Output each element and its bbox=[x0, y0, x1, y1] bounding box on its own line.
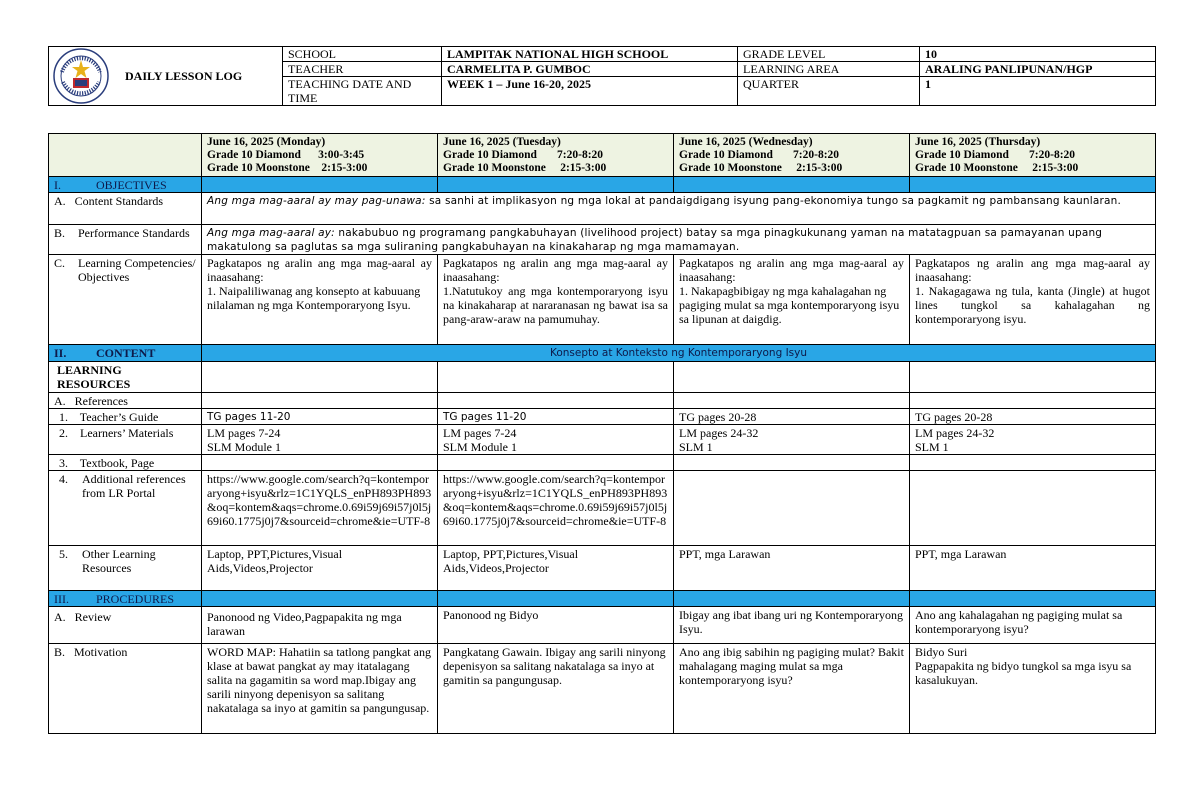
grade-value: 10 bbox=[920, 47, 1156, 62]
motivation-cell: WORD MAP: Hahatiin sa tatlong pangkat ang klase at bawat pangkat ay may itatalagang salita na gagamitin sa word map.Ibigay ang sarili ninyong depenisyon sa salitang nakatalaga sa inyo at gamitin sa pangungusap. bbox=[202, 644, 438, 734]
competency-cell: Pagkatapos ng aralin ang mga mag-aaral ay inaasahang: 1.Natutukoy ang mga kontemporaryong isyu na kinakaharap at nararanasan ng bawat isa sa pang-araw-araw na pamumuhay. bbox=[438, 255, 674, 345]
lesson-table bbox=[48, 133, 1156, 734]
additional-reference-cell bbox=[674, 471, 910, 546]
competencies-label: C. Learning Competencies/ Objectives bbox=[49, 255, 202, 345]
teachers-guide-label: 1. Teacher’s Guide bbox=[49, 409, 202, 425]
content-section-header: II. CONTENT bbox=[49, 345, 202, 362]
review-cell: Ano ang kahalagahan ng pagiging mulat sa kontemporaryong isyu? bbox=[910, 607, 1156, 644]
teacher-label: TEACHER bbox=[283, 62, 442, 77]
motivation-cell: Bidyo Suri Pagpapakita ng bidyo tungkol sa mga isyu sa kasalukuyan. bbox=[910, 644, 1156, 734]
tg-cell: TG pages 11-20 bbox=[438, 409, 674, 425]
additional-reference-cell bbox=[910, 471, 1156, 546]
objectives-section-header: I. OBJECTIVES bbox=[49, 177, 202, 193]
references-label: A. References bbox=[49, 393, 202, 409]
performance-standards-text: Ang mga mag-aaral ay: nakabubuo ng programang pangkabuhayan (livelihood project) batay sa mga pinagkukunang yaman na matatagpuan sa pamayanan upang makatulong sa paglutas sa mga suliraning pangkabuhayan na kinakaharap ng mga mamamayan. bbox=[202, 225, 1156, 255]
lm-cell: LM pages 7-24 SLM Module 1 bbox=[438, 425, 674, 455]
area-label: LEARNING AREA bbox=[738, 62, 920, 77]
school-label: SCHOOL bbox=[283, 47, 442, 62]
review-label: A. Review bbox=[49, 607, 202, 644]
date-label: TEACHING DATE AND TIME bbox=[283, 77, 442, 106]
procedures-section-header: III. PROCEDURES bbox=[49, 591, 202, 607]
date-value: WEEK 1 – June 16-20, 2025 bbox=[442, 77, 738, 106]
motivation-label: B. Motivation bbox=[49, 644, 202, 734]
teacher-value: CARMELITA P. GUMBOC bbox=[442, 62, 738, 77]
quarter-value: 1 bbox=[920, 77, 1156, 106]
document-title: DAILY LESSON LOG bbox=[125, 69, 243, 83]
content-standards-label: A. Content Standards bbox=[49, 193, 202, 225]
review-cell: Panonood ng Bidyo bbox=[438, 607, 674, 644]
competency-cell: Pagkatapos ng aralin ang mga mag-aaral ay inaasahang: 1. Nakapagbibigay ng mga kahalagahan ng pagiging mulat sa mga kontemporaryong isyu sa lipunan at daigdig. bbox=[674, 255, 910, 345]
school-value: LAMPITAK NATIONAL HIGH SCHOOL bbox=[442, 47, 738, 62]
other-resources-cell: Laptop, PPT,Pictures,Visual Aids,Videos,Projector bbox=[202, 546, 438, 591]
grade-label: GRADE LEVEL bbox=[738, 47, 920, 62]
header-table bbox=[48, 46, 1156, 106]
competency-cell: Pagkatapos ng aralin ang mga mag-aaral ay inaasahang: 1. Nakagagawa ng tula, kanta (Jingle) at hugot lines tungkol sa kahalagahan ng kontemporaryong isyu. bbox=[910, 255, 1156, 345]
lm-cell: LM pages 24-32 SLM 1 bbox=[910, 425, 1156, 455]
deped-seal-icon bbox=[53, 48, 109, 104]
other-resources-label: 5. Other Learning Resources bbox=[49, 546, 202, 591]
tg-cell: TG pages 11-20 bbox=[202, 409, 438, 425]
other-resources-cell: PPT, mga Larawan bbox=[674, 546, 910, 591]
motivation-cell: Ano ang ibig sabihin ng pagiging mulat? Bakit mahalagang maging mulat sa mga kontemporaryong isyu? bbox=[674, 644, 910, 734]
area-value: ARALING PANLIPUNAN/HGP bbox=[920, 62, 1156, 77]
lm-cell: LM pages 7-24 SLM Module 1 bbox=[202, 425, 438, 455]
additional-references-label: 4. Additional references from LR Portal bbox=[49, 471, 202, 546]
learning-resources-title: LEARNING RESOURCES bbox=[49, 362, 202, 393]
additional-reference-link[interactable]: https://www.google.com/search?q=kontemporaryong+isyu&rlz=1C1YQLS_enPH893PH893&oq=kontem&aqs=chrome.0.69i59j69i57j0l5j69i60.1775j0j7&sourceid=chrome&ie=UTF-8 bbox=[438, 471, 674, 546]
learners-materials-label: 2. Learners’ Materials bbox=[49, 425, 202, 455]
corner-cell bbox=[49, 134, 202, 177]
additional-reference-link[interactable]: https://www.google.com/search?q=kontemporaryong+isyu&rlz=1C1YQLS_enPH893PH893&oq=kontem&aqs=chrome.0.69i59j69i57j0l5j69i60.1775j0j7&sourceid=chrome&ie=UTF-8 bbox=[202, 471, 438, 546]
content-topic: Konsepto at Konteksto ng Kontemporaryong Isyu bbox=[202, 345, 1156, 362]
day-header: June 16, 2025 (Thursday) Grade 10 Diamond 7:20-8:20 Grade 10 Moonstone 2:15-3:00 bbox=[910, 134, 1156, 177]
competency-cell: Pagkatapos ng aralin ang mga mag-aaral ay inaasahang: 1. Naipaliliwanag ang konsepto at kabuuang nilalaman ng mga Kontemporaryong Isyu. bbox=[202, 255, 438, 345]
motivation-cell: Pangkatang Gawain. Ibigay ang sarili ninyong depenisyon sa salitang nakatalaga sa inyo at gamitin sa pangungusap. bbox=[438, 644, 674, 734]
lm-cell: LM pages 24-32 SLM 1 bbox=[674, 425, 910, 455]
quarter-label: QUARTER bbox=[738, 77, 920, 106]
tg-cell: TG pages 20-28 bbox=[910, 409, 1156, 425]
logo-cell bbox=[49, 47, 283, 106]
tg-cell: TG pages 20-28 bbox=[674, 409, 910, 425]
other-resources-cell: PPT, mga Larawan bbox=[910, 546, 1156, 591]
day-header: June 16, 2025 (Tuesday) Grade 10 Diamond 7:20-8:20 Grade 10 Moonstone 2:15-3:00 bbox=[438, 134, 674, 177]
review-cell: Panonood ng Video,Pagpapakita ng mga larawan bbox=[202, 607, 438, 644]
performance-standards-label: B. Performance Standards bbox=[49, 225, 202, 255]
other-resources-cell: Laptop, PPT,Pictures,Visual Aids,Videos,Projector bbox=[438, 546, 674, 591]
textbook-label: 3. Textbook, Page bbox=[49, 455, 202, 471]
day-header: June 16, 2025 (Wednesday) Grade 10 Diamond 7:20-8:20 Grade 10 Moonstone 2:15-3:00 bbox=[674, 134, 910, 177]
review-cell: Ibigay ang ibat ibang uri ng Kontemporaryong Isyu. bbox=[674, 607, 910, 644]
day-header: June 16, 2025 (Monday) Grade 10 Diamond 3:00-3:45 Grade 10 Moonstone 2:15-3:00 bbox=[202, 134, 438, 177]
content-standards-text: Ang mga mag-aaral ay may pag-unawa: sa sanhi at implikasyon ng mga lokal at pandaigdigang isyung pang-ekonomiya tungo sa pagkamit ng pambansang kaunlaran. bbox=[202, 193, 1156, 225]
